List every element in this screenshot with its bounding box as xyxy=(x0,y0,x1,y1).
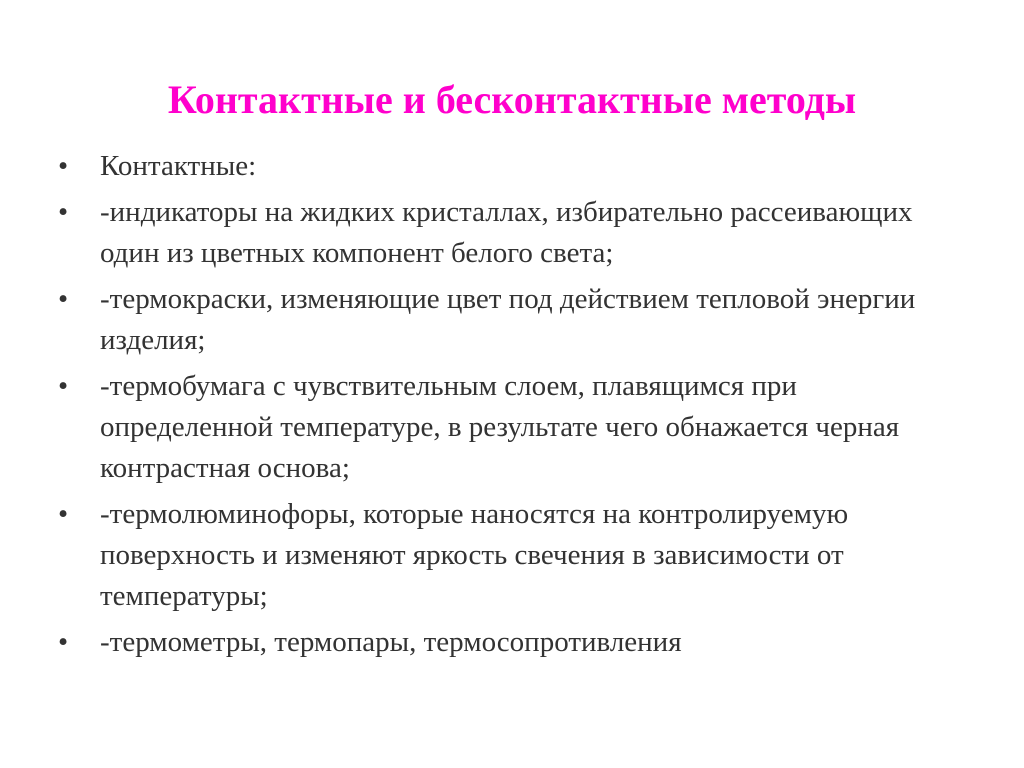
bullet-text: -термобумага с чувствительным слоем, плавящимся при определенной температуре, в результате чего обнажается черная контрастная основа; xyxy=(100,370,900,484)
bullet-item-thermo-phosphors xyxy=(58,494,958,617)
bullet-dot-icon: • xyxy=(58,283,69,315)
bullet-dot-icon: • xyxy=(58,498,69,530)
bullet-item-thermo-paper xyxy=(58,366,958,489)
bullet-dot-icon: • xyxy=(58,370,69,402)
bullet-text: -термометры, термопары, термосопротивления xyxy=(100,626,682,658)
bullet-text: -термокраски, изменяющие цвет под действием тепловой энергии изделия; xyxy=(100,283,916,356)
bullet-list xyxy=(58,146,958,668)
bullet-dot-icon: • xyxy=(58,150,69,182)
bullet-dot-icon: • xyxy=(58,196,69,228)
bullet-item-thermo-paints xyxy=(58,279,958,361)
bullet-item-contact-header xyxy=(58,146,958,187)
bullet-item-liquid-crystals xyxy=(58,192,958,274)
bullet-text: -термолюминофоры, которые наносятся на контролируемую поверхность и изменяют яркость свечения в зависимости от температуры; xyxy=(100,498,849,612)
bullet-dot-icon: • xyxy=(58,626,69,658)
bullet-text: Контактные: xyxy=(100,150,257,182)
slide-title: Контактные и бесконтактные методы xyxy=(167,77,857,122)
bullet-item-thermometers xyxy=(58,622,958,663)
bullet-text: -индикаторы на жидких кристаллах, избирательно рассеивающих один из цветных компонент белого света; xyxy=(100,196,913,269)
